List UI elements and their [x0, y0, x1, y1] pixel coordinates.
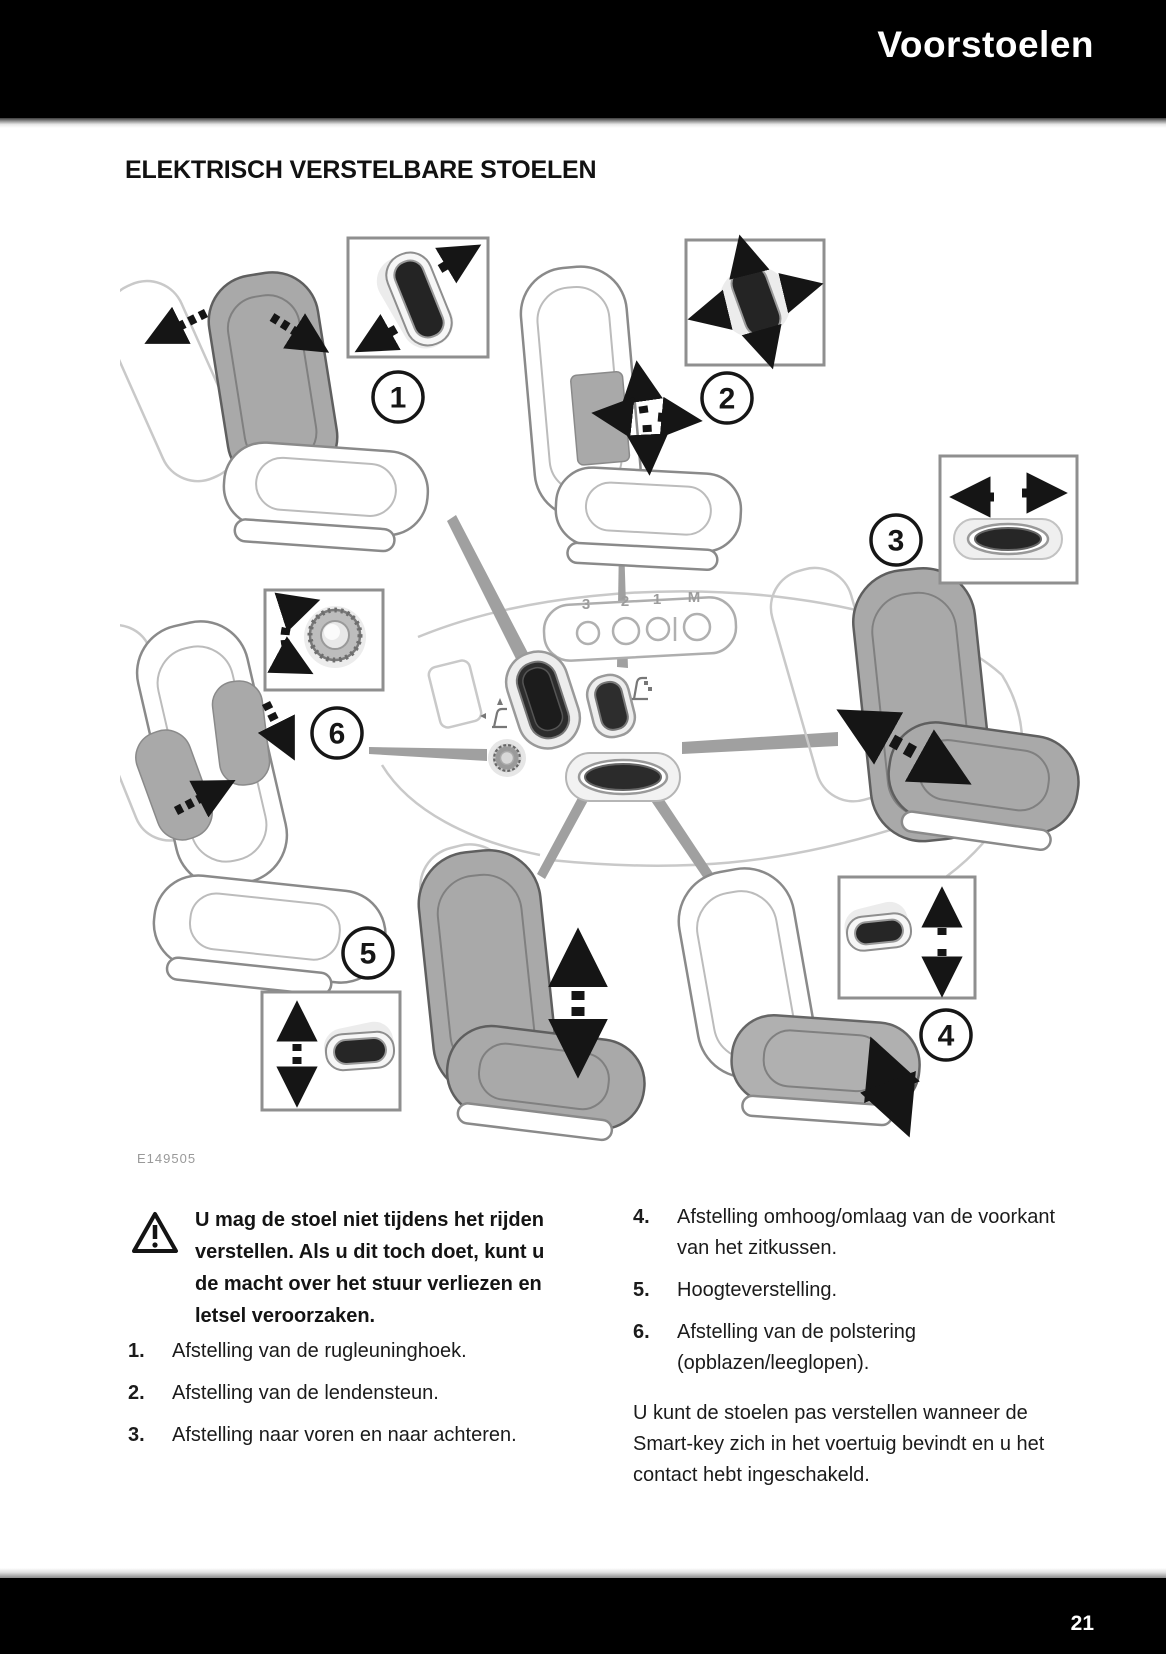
memory-button-m	[684, 614, 710, 640]
warning-line: verstellen. Als u dit toch doet, kunt u	[195, 1241, 545, 1263]
list-item	[128, 1420, 588, 1451]
item-text: Afstelling naar voren en naar achteren.	[172, 1424, 517, 1446]
body-paragraph	[633, 1398, 1087, 1491]
warning-block	[131, 1204, 607, 1332]
header-bar	[0, 0, 1166, 118]
item-text: Afstelling van de rugleuninghoek.	[172, 1340, 467, 1362]
callout-number-5	[343, 928, 393, 978]
callout-number-1	[373, 372, 423, 422]
item-text: Hoogteverstelling.	[677, 1279, 838, 1301]
memory-label-m: M	[687, 589, 701, 606]
callout-number-2	[702, 373, 752, 423]
paragraph-line: contact hebt ingeschakeld.	[633, 1464, 870, 1486]
seat-height-illustration	[412, 836, 650, 1141]
callout-box-cushion-tilt	[839, 877, 975, 998]
paragraph-line: U kunt de stoelen pas verstellen wanneer de	[633, 1402, 1028, 1424]
warning-text	[195, 1204, 607, 1332]
seat-foreaft-illustration	[762, 559, 1080, 851]
door-control-console	[480, 589, 737, 801]
callout-number-3	[871, 515, 921, 565]
tilt-seat-icon	[480, 698, 507, 727]
list-item	[633, 1202, 1087, 1264]
item-line: van het zitkussen.	[677, 1237, 838, 1259]
warning-icon	[131, 1204, 195, 1332]
memory-button-3	[577, 622, 599, 644]
footer-divider	[0, 1568, 1166, 1578]
lumbar-right-arrow	[658, 417, 692, 420]
item-number: 4.	[633, 1206, 650, 1228]
svg-text:2: 2	[718, 382, 736, 416]
list-item	[128, 1378, 588, 1409]
callout-box-height	[262, 992, 400, 1110]
callout-number-4	[921, 1010, 971, 1060]
page-number: 21	[1070, 1612, 1094, 1635]
callout-box-lumbar	[686, 240, 824, 365]
callout-number-6	[312, 708, 362, 758]
item-number: 2.	[128, 1382, 145, 1404]
seat-diagram	[120, 205, 1080, 1170]
page-title: Voorstoelen	[877, 24, 1094, 65]
item-text: Afstelling van de lendensteun.	[172, 1382, 439, 1404]
lumbar-up-arrow	[638, 371, 644, 413]
item-number: 6.	[633, 1321, 650, 1343]
svg-text:6: 6	[328, 717, 346, 751]
memory-button-1	[647, 618, 669, 640]
memory-label-1: 1	[652, 591, 662, 608]
lumbar-pad	[570, 371, 630, 465]
warning-line: de macht over het stuur verliezen en	[195, 1273, 542, 1295]
header-divider	[0, 118, 1166, 128]
warning-line: U mag de stoel niet tijdens het rijden	[195, 1209, 544, 1231]
callout-box-recline	[348, 238, 488, 357]
list-item	[633, 1275, 1087, 1306]
item-line: (opblazen/leeglopen).	[677, 1352, 870, 1374]
callout-box-foreaft	[940, 456, 1077, 583]
recline-left-arrow	[154, 313, 206, 339]
svg-text:3: 3	[887, 524, 905, 558]
footer-bar	[0, 1578, 1166, 1654]
item-line: Afstelling van de polstering	[677, 1321, 917, 1343]
memory-button-2	[613, 618, 639, 644]
callout-box-bolster	[265, 590, 383, 690]
memory-label-2: 2	[620, 593, 630, 610]
figure-code: E149505	[137, 1151, 197, 1166]
list-right	[633, 1202, 1087, 1491]
svg-text:1: 1	[389, 381, 407, 415]
memory-label-3: 3	[581, 596, 591, 613]
seat-adjustment-figure	[120, 205, 1080, 1170]
foreaft-switch	[585, 764, 661, 790]
list-item	[633, 1317, 1087, 1379]
warning-line: letsel veroorzaken.	[195, 1305, 376, 1327]
svg-text:4: 4	[937, 1019, 955, 1053]
list-left	[128, 1336, 588, 1462]
item-number: 5.	[633, 1279, 650, 1301]
lumbar-down-arrow	[647, 425, 649, 465]
massage-seat-icon	[632, 678, 652, 699]
svg-text:5: 5	[359, 937, 377, 971]
item-line: Afstelling omhoog/omlaag van de voorkant	[677, 1206, 1056, 1228]
bolster-arrow-down	[266, 703, 290, 751]
list-item	[128, 1336, 588, 1367]
item-text	[677, 1317, 916, 1379]
item-number: 3.	[128, 1424, 145, 1446]
item-text	[677, 1202, 1055, 1264]
paragraph-line: Smart-key zich in het voertuig bevindt en u het	[633, 1433, 1045, 1455]
section-title: ELEKTRISCH VERSTELBARE STOELEN	[125, 156, 597, 184]
item-number: 1.	[128, 1340, 145, 1362]
